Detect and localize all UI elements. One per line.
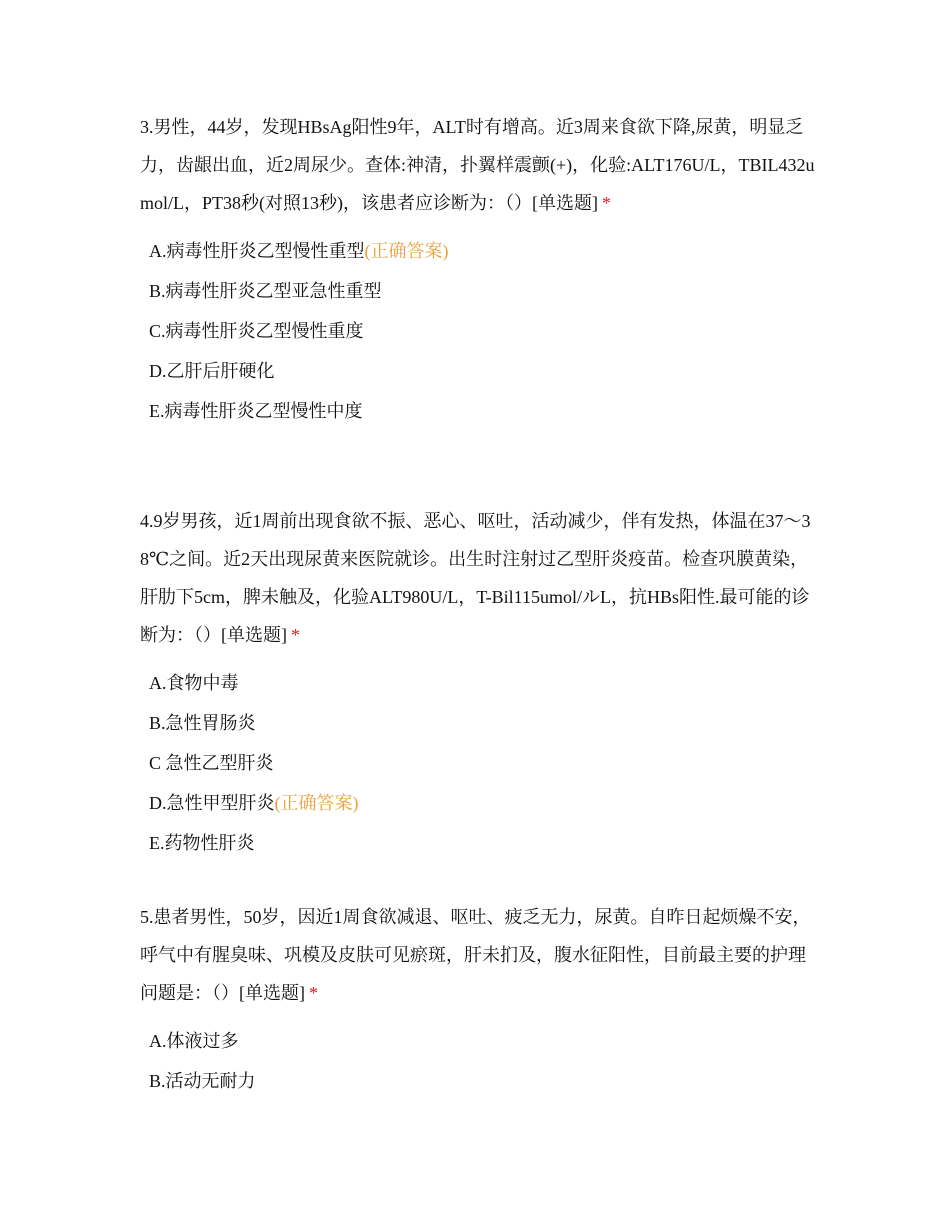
- option-text: E.药物性肝炎: [149, 833, 255, 853]
- option-c[interactable]: [140, 311, 815, 351]
- required-mark: *: [309, 983, 318, 1003]
- option-b[interactable]: [140, 271, 815, 311]
- option-b[interactable]: [140, 1061, 815, 1101]
- question-text: 3.男性，44岁，发现HBsAg阳性9年，ALT时有增高。近3周来食欲下降,尿黄，明显乏力，齿龈出血，近2周尿少。查体:神清，扑翼样震颤(+)，化验:ALT176U/L，TBIL432umol/L，PT38秒(对照13秒)，该患者应诊断为：（）[单选题]: [140, 117, 815, 213]
- option-a[interactable]: [140, 663, 815, 703]
- question-text: 4.9岁男孩，近1周前出现食欲不振、恶心、呕吐，活动减少，伴有发热，体温在37～38℃之间。近2天出现尿黄来医院就诊。出生时注射过乙型肝炎疫苗。检查巩膜黄染，肝肋下5cm，脾未触及，化验ALT980U/L，T-Bil115umol/ルL，抗HBs阳性.最可能的诊断为：（）[单选题]: [140, 511, 811, 645]
- option-a[interactable]: [140, 231, 815, 271]
- option-text: C 急性乙型肝炎: [149, 753, 274, 773]
- option-d[interactable]: [140, 783, 815, 823]
- option-text: B.病毒性肝炎乙型亚急性重型: [149, 281, 382, 301]
- question-stem: [140, 898, 815, 1012]
- required-mark: *: [601, 193, 611, 213]
- question-stem: [140, 108, 815, 222]
- option-text: E.病毒性肝炎乙型慢性中度: [149, 401, 363, 421]
- option-c[interactable]: [140, 743, 815, 783]
- option-b[interactable]: [140, 703, 815, 743]
- option-text: C.病毒性肝炎乙型慢性重度: [149, 321, 364, 341]
- option-text: D.急性甲型肝炎: [149, 793, 275, 813]
- option-list: [140, 663, 815, 863]
- question-stem: [140, 502, 815, 654]
- correct-answer-label: (正确答案): [364, 241, 449, 261]
- option-a[interactable]: [140, 1021, 815, 1061]
- option-text: B.活动无耐力: [149, 1071, 256, 1091]
- option-list: [140, 1021, 815, 1101]
- option-text: A.病毒性肝炎乙型慢性重型: [149, 241, 365, 261]
- option-text: D.乙肝后肝硬化: [149, 361, 275, 381]
- question-text: 5.患者男性，50岁，因近1周食欲减退、呕吐、疲乏无力，尿黄。自昨日起烦燥不安，呼气中有腥臭味、巩模及皮肤可见瘀斑，肝未扪及，腹水征阳性，目前最主要的护理问题是：（）[单选题]: [140, 907, 811, 1003]
- correct-answer-label: (正确答案): [274, 793, 359, 813]
- option-text: B.急性胃肠炎: [149, 713, 256, 733]
- option-e[interactable]: [140, 391, 815, 431]
- required-mark: *: [291, 625, 300, 645]
- option-text: A.体液过多: [149, 1031, 239, 1051]
- option-d[interactable]: [140, 351, 815, 391]
- option-text: A.食物中毒: [149, 673, 239, 693]
- question-5: [140, 898, 815, 1101]
- question-4: [140, 502, 815, 863]
- option-e[interactable]: [140, 823, 815, 863]
- question-3: [140, 108, 815, 431]
- option-list: [140, 231, 815, 431]
